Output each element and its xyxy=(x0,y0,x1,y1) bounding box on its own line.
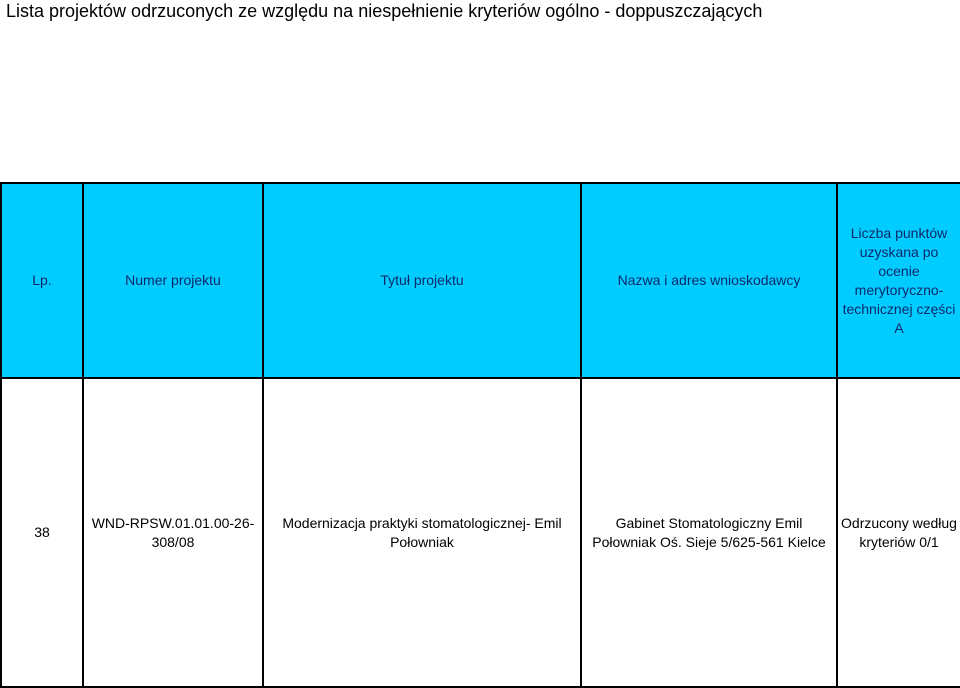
cell-status: Odrzucony według kryteriów 0/1 xyxy=(837,378,960,687)
column-header-lp: Lp. xyxy=(1,183,83,378)
column-header-numer-projektu: Numer projektu xyxy=(83,183,263,378)
column-header-liczba-punktow: Liczba punktów uzyskana po ocenie merytoryczno-technicznej części A xyxy=(837,183,960,378)
cell-nazwa-wnioskodawcy: Gabinet Stomatologiczny Emil Połowniak Oś. Sieje 5/625-561 Kielce xyxy=(581,378,837,687)
column-header-nazwa-wnioskodawcy: Nazwa i adres wnioskodawcy xyxy=(581,183,837,378)
table-header-row xyxy=(1,183,960,378)
cell-tytul-projektu: Modernizacja praktyki stomatologicznej- Emil Połowniak xyxy=(263,378,581,687)
cell-numer-projektu: WND-RPSW.01.01.00-26-308/08 xyxy=(83,378,263,687)
table-row xyxy=(1,378,960,687)
page-title: Lista projektów odrzuconych ze względu na niespełnienie kryteriów ogólno - doppuszczających xyxy=(6,1,763,21)
column-header-tytul-projektu: Tytuł projektu xyxy=(263,183,581,378)
cell-lp: 38 xyxy=(1,378,83,687)
projects-table xyxy=(0,182,960,688)
